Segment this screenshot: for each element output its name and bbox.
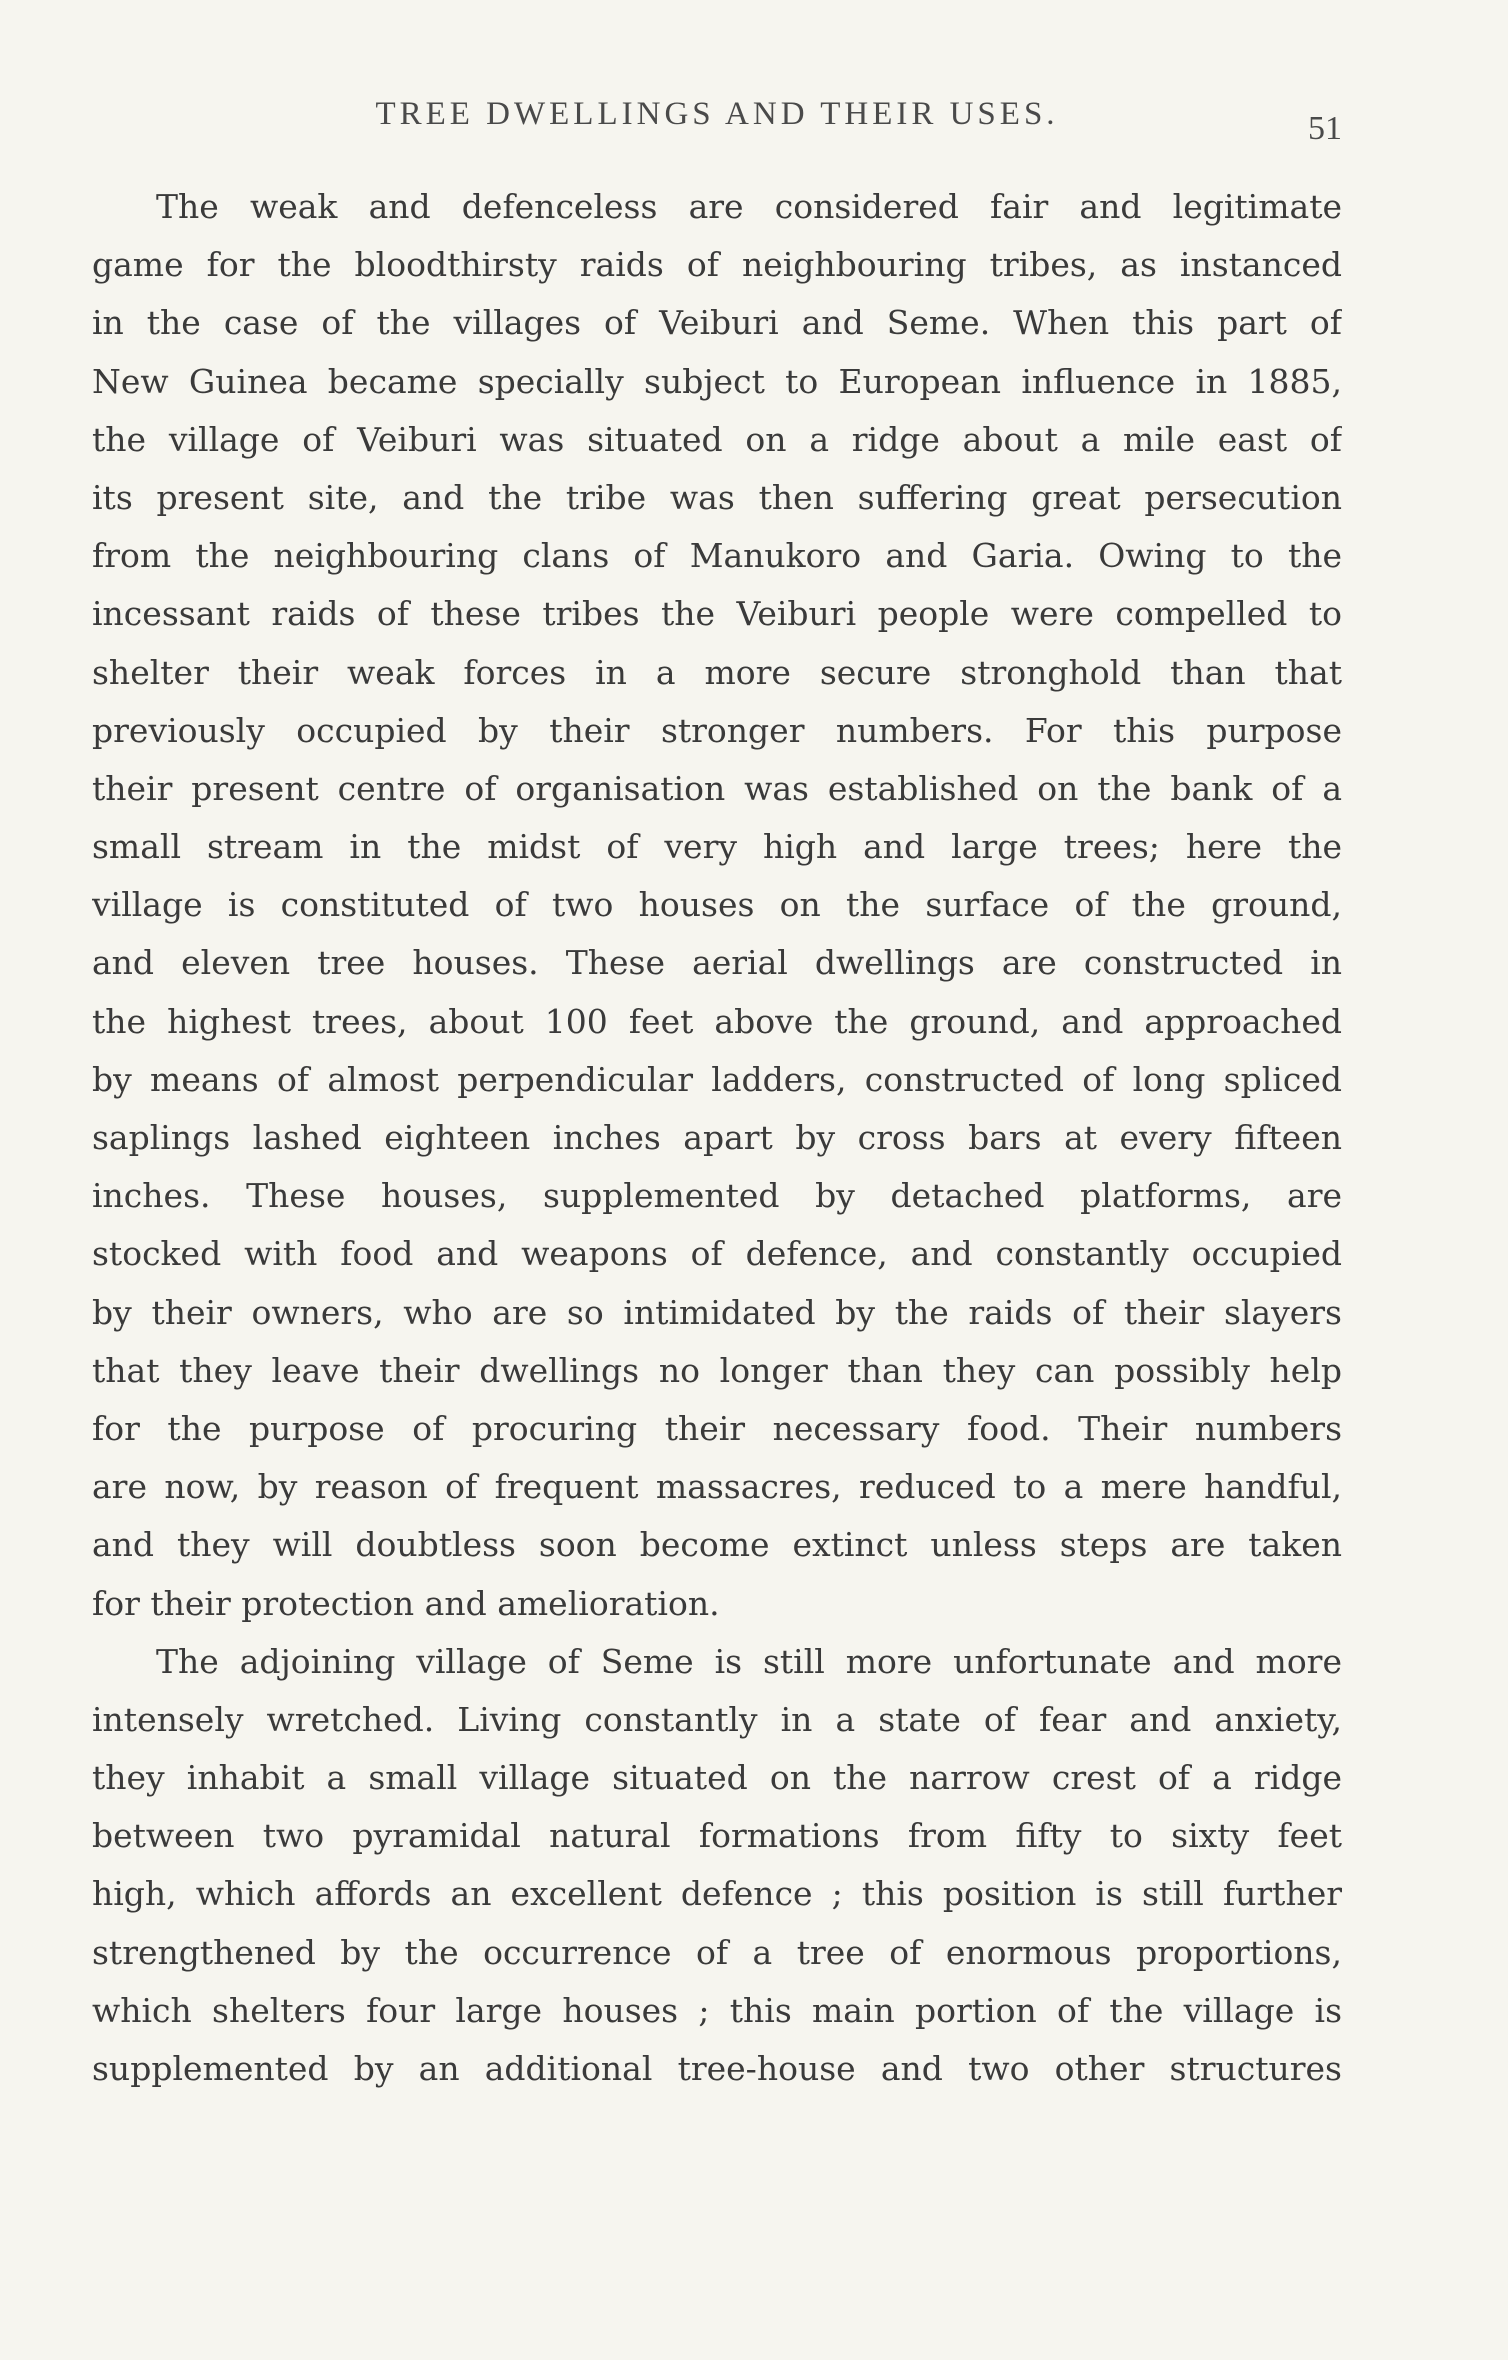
- text-line: strengthened by the occurrence of a tree of enormous proportions,: [92, 1932, 1342, 1972]
- text-line: The weak and defenceless are considered fair and legitimate: [156, 187, 1342, 226]
- text-line: game for the bloodthirsty raids of neighbouring tribes, as instanced: [92, 245, 1342, 285]
- text-line: they inhabit a small village situated on the narrow crest of a ridge: [92, 1758, 1342, 1798]
- text-line: for their protection and amelioration.: [92, 1583, 720, 1623]
- text-line: previously occupied by their stronger numbers. For this purpose: [92, 710, 1342, 750]
- text-line: village is constituted of two houses on the surface of the ground,: [92, 885, 1342, 925]
- text-line: by means of almost perpendicular ladders, constructed of long spliced: [92, 1059, 1342, 1099]
- text-line: and they will doubtless soon become extinct unless steps are taken: [92, 1525, 1342, 1565]
- text-line: from the neighbouring clans of Manukoro and Garia. Owing to the: [92, 536, 1342, 576]
- body-text: [92, 178, 1342, 2098]
- text-line: The adjoining village of Seme is still more unfortunate and more: [156, 1641, 1342, 1681]
- text-line: saplings lashed eighteen inches apart by cross bars at every fifteen: [92, 1118, 1342, 1157]
- text-line: between two pyramidal natural formations from fifty to sixty feet: [92, 1816, 1342, 1856]
- text-line: in the case of the villages of Veiburi and Seme. When this part of: [92, 303, 1342, 343]
- text-line: supplemented by an additional tree-house and two other structures: [92, 2049, 1342, 2088]
- text-line: that they leave their dwellings no longer than they can possibly help: [92, 1350, 1342, 1390]
- paragraph-1: [92, 178, 1342, 1633]
- text-line: high, which affords an excellent defence ; this position is still further: [92, 1874, 1342, 1914]
- text-line: the highest trees, about 100 feet above the ground, and approached: [92, 1001, 1342, 1041]
- text-line: its present site, and the tribe was then suffering great persecution: [92, 477, 1342, 517]
- text-line: by their owners, who are so intimidated by the raids of their slayers: [92, 1292, 1342, 1332]
- text-line: their present centre of organisation was established on the bank of a: [92, 768, 1342, 808]
- text-line: are now, by reason of frequent massacres, reduced to a mere handful,: [92, 1467, 1342, 1507]
- text-line: small stream in the midst of very high and large trees; here the: [92, 827, 1342, 867]
- page-number: 51: [1308, 110, 1342, 147]
- text-line: and eleven tree houses. These aerial dwellings are constructed in: [92, 943, 1342, 983]
- paragraph-2: [92, 1633, 1342, 2099]
- text-line: for the purpose of procuring their necessary food. Their numbers: [92, 1408, 1342, 1448]
- text-line: the village of Veiburi was situated on a ridge about a mile east of: [92, 419, 1342, 459]
- text-line: stocked with food and weapons of defence, and constantly occupied: [92, 1234, 1342, 1274]
- text-line: inches. These houses, supplemented by detached platforms, are: [92, 1176, 1342, 1216]
- text-line: shelter their weak forces in a more secure stronghold than that: [92, 652, 1342, 692]
- text-line: New Guinea became specially subject to European influence in 1885,: [92, 361, 1342, 401]
- text-line: incessant raids of these tribes the Veiburi people were compelled to: [92, 594, 1342, 634]
- text-line: which shelters four large houses ; this main portion of the village is: [92, 1990, 1342, 2030]
- running-title: TREE DWELLINGS AND THEIR USES.: [375, 96, 1059, 132]
- text-line: intensely wretched. Living constantly in a state of fear and anxiety,: [92, 1699, 1342, 1739]
- running-head: [92, 96, 1342, 146]
